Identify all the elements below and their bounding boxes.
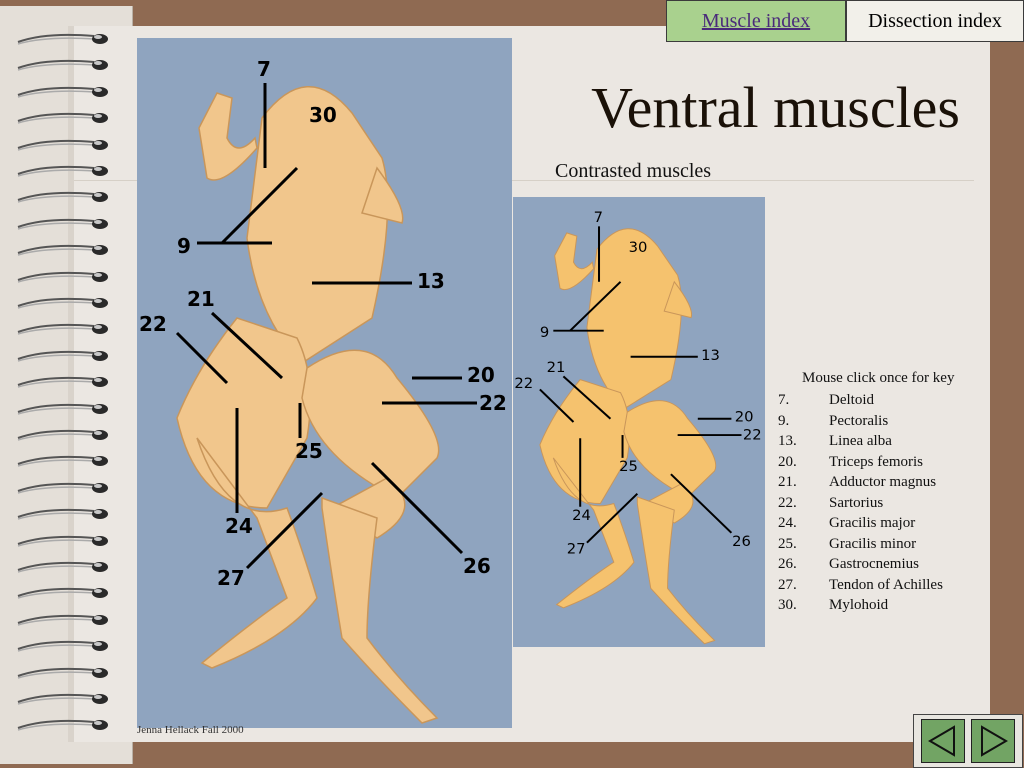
- key-instruction: Mouse click once for key: [802, 370, 955, 386]
- key-item: 7. Deltoid: [778, 392, 874, 408]
- photo-credit: Jenna Hellack Fall 2000: [137, 724, 244, 736]
- frog-illustration-contrasted: [513, 197, 765, 647]
- key-item: 13. Linea alba: [778, 433, 892, 449]
- top-nav: [666, 0, 1024, 42]
- label-25: 25: [295, 439, 323, 463]
- prev-slide-button[interactable]: [921, 719, 965, 763]
- key-item: 30. Mylohoid: [778, 597, 889, 613]
- binding-ring: [16, 637, 110, 655]
- key-item: 21. Adductor magnus: [778, 474, 937, 490]
- binding-ring: [16, 136, 110, 154]
- key-item: 24. Gracilis major: [778, 515, 916, 531]
- dissection-index-link[interactable]: Dissection index: [846, 0, 1024, 42]
- key-item: 9. Pectoralis: [778, 412, 889, 429]
- binding-ring: [16, 294, 110, 312]
- label-7: 7: [257, 57, 271, 81]
- key-item: 20. Triceps femoris: [778, 453, 924, 470]
- svg-text:13: 13: [701, 347, 720, 364]
- binding-ring: [16, 690, 110, 708]
- binding-ring: [16, 162, 110, 180]
- svg-text:22: 22: [514, 375, 534, 393]
- binding-ring: [16, 664, 110, 682]
- right-triangle-arrow-icon: [976, 724, 1010, 758]
- svg-text:22: 22: [742, 426, 762, 444]
- frog-illustration-large: [137, 38, 512, 728]
- page-subtitle: Contrasted muscles: [555, 160, 712, 182]
- binding-ring: [16, 426, 110, 444]
- binding-ring: [16, 584, 110, 602]
- binding-ring: [16, 452, 110, 470]
- binding-ring: [16, 215, 110, 233]
- svg-text:9: 9: [539, 324, 550, 342]
- label-27: 27: [217, 566, 245, 590]
- binding-ring: [16, 373, 110, 391]
- frog-photo-large: [137, 38, 512, 728]
- svg-text:25: 25: [619, 458, 638, 475]
- page-title: Ventral muscles: [591, 75, 960, 140]
- binding-ring: [16, 320, 110, 338]
- key-item: 26. Gastrocnemius: [778, 556, 919, 572]
- binding-ring: [16, 716, 110, 734]
- frog-photo-contrasted: [513, 197, 765, 647]
- key-item: 27. Tendon of Achilles: [778, 576, 943, 593]
- binding-ring: [16, 532, 110, 550]
- next-slide-button[interactable]: [971, 719, 1015, 763]
- binding-ring: [16, 400, 110, 418]
- svg-text:26: 26: [732, 533, 751, 550]
- label-20: 20: [467, 363, 495, 387]
- binding-ring: [16, 188, 110, 206]
- key-item: 25. Gracilis minor: [778, 535, 917, 552]
- binding-ring: [16, 83, 110, 101]
- binding-ring: [16, 268, 110, 286]
- binding-ring: [16, 505, 110, 523]
- svg-text:7: 7: [593, 208, 604, 226]
- binding-ring: [16, 241, 110, 259]
- label-13: 13: [417, 269, 445, 293]
- binding-ring: [16, 347, 110, 365]
- label-9: 9: [177, 234, 191, 258]
- muscle-index-link[interactable]: Muscle index: [666, 0, 846, 42]
- label-22-right: 22: [479, 391, 507, 415]
- left-triangle-arrow-icon: [926, 724, 960, 758]
- svg-text:30: 30: [628, 238, 648, 256]
- binding-ring: [16, 479, 110, 497]
- svg-text:24: 24: [572, 507, 591, 524]
- label-22-left: 22: [139, 312, 167, 336]
- binding-ring: [16, 56, 110, 74]
- label-21: 21: [187, 287, 215, 311]
- label-30: 30: [309, 103, 337, 127]
- muscle-key-list: [778, 390, 943, 616]
- binding-ring: [16, 109, 110, 127]
- label-26: 26: [463, 554, 491, 578]
- binding-ring: [16, 611, 110, 629]
- svg-text:21: 21: [546, 358, 566, 376]
- slide-navigation: [913, 714, 1023, 768]
- binding-ring: [16, 30, 110, 48]
- key-item: 22. Sartorius: [778, 494, 884, 511]
- binding-ring: [16, 558, 110, 576]
- label-24: 24: [225, 514, 253, 538]
- svg-text:20: 20: [734, 408, 754, 426]
- svg-text:27: 27: [566, 540, 586, 558]
